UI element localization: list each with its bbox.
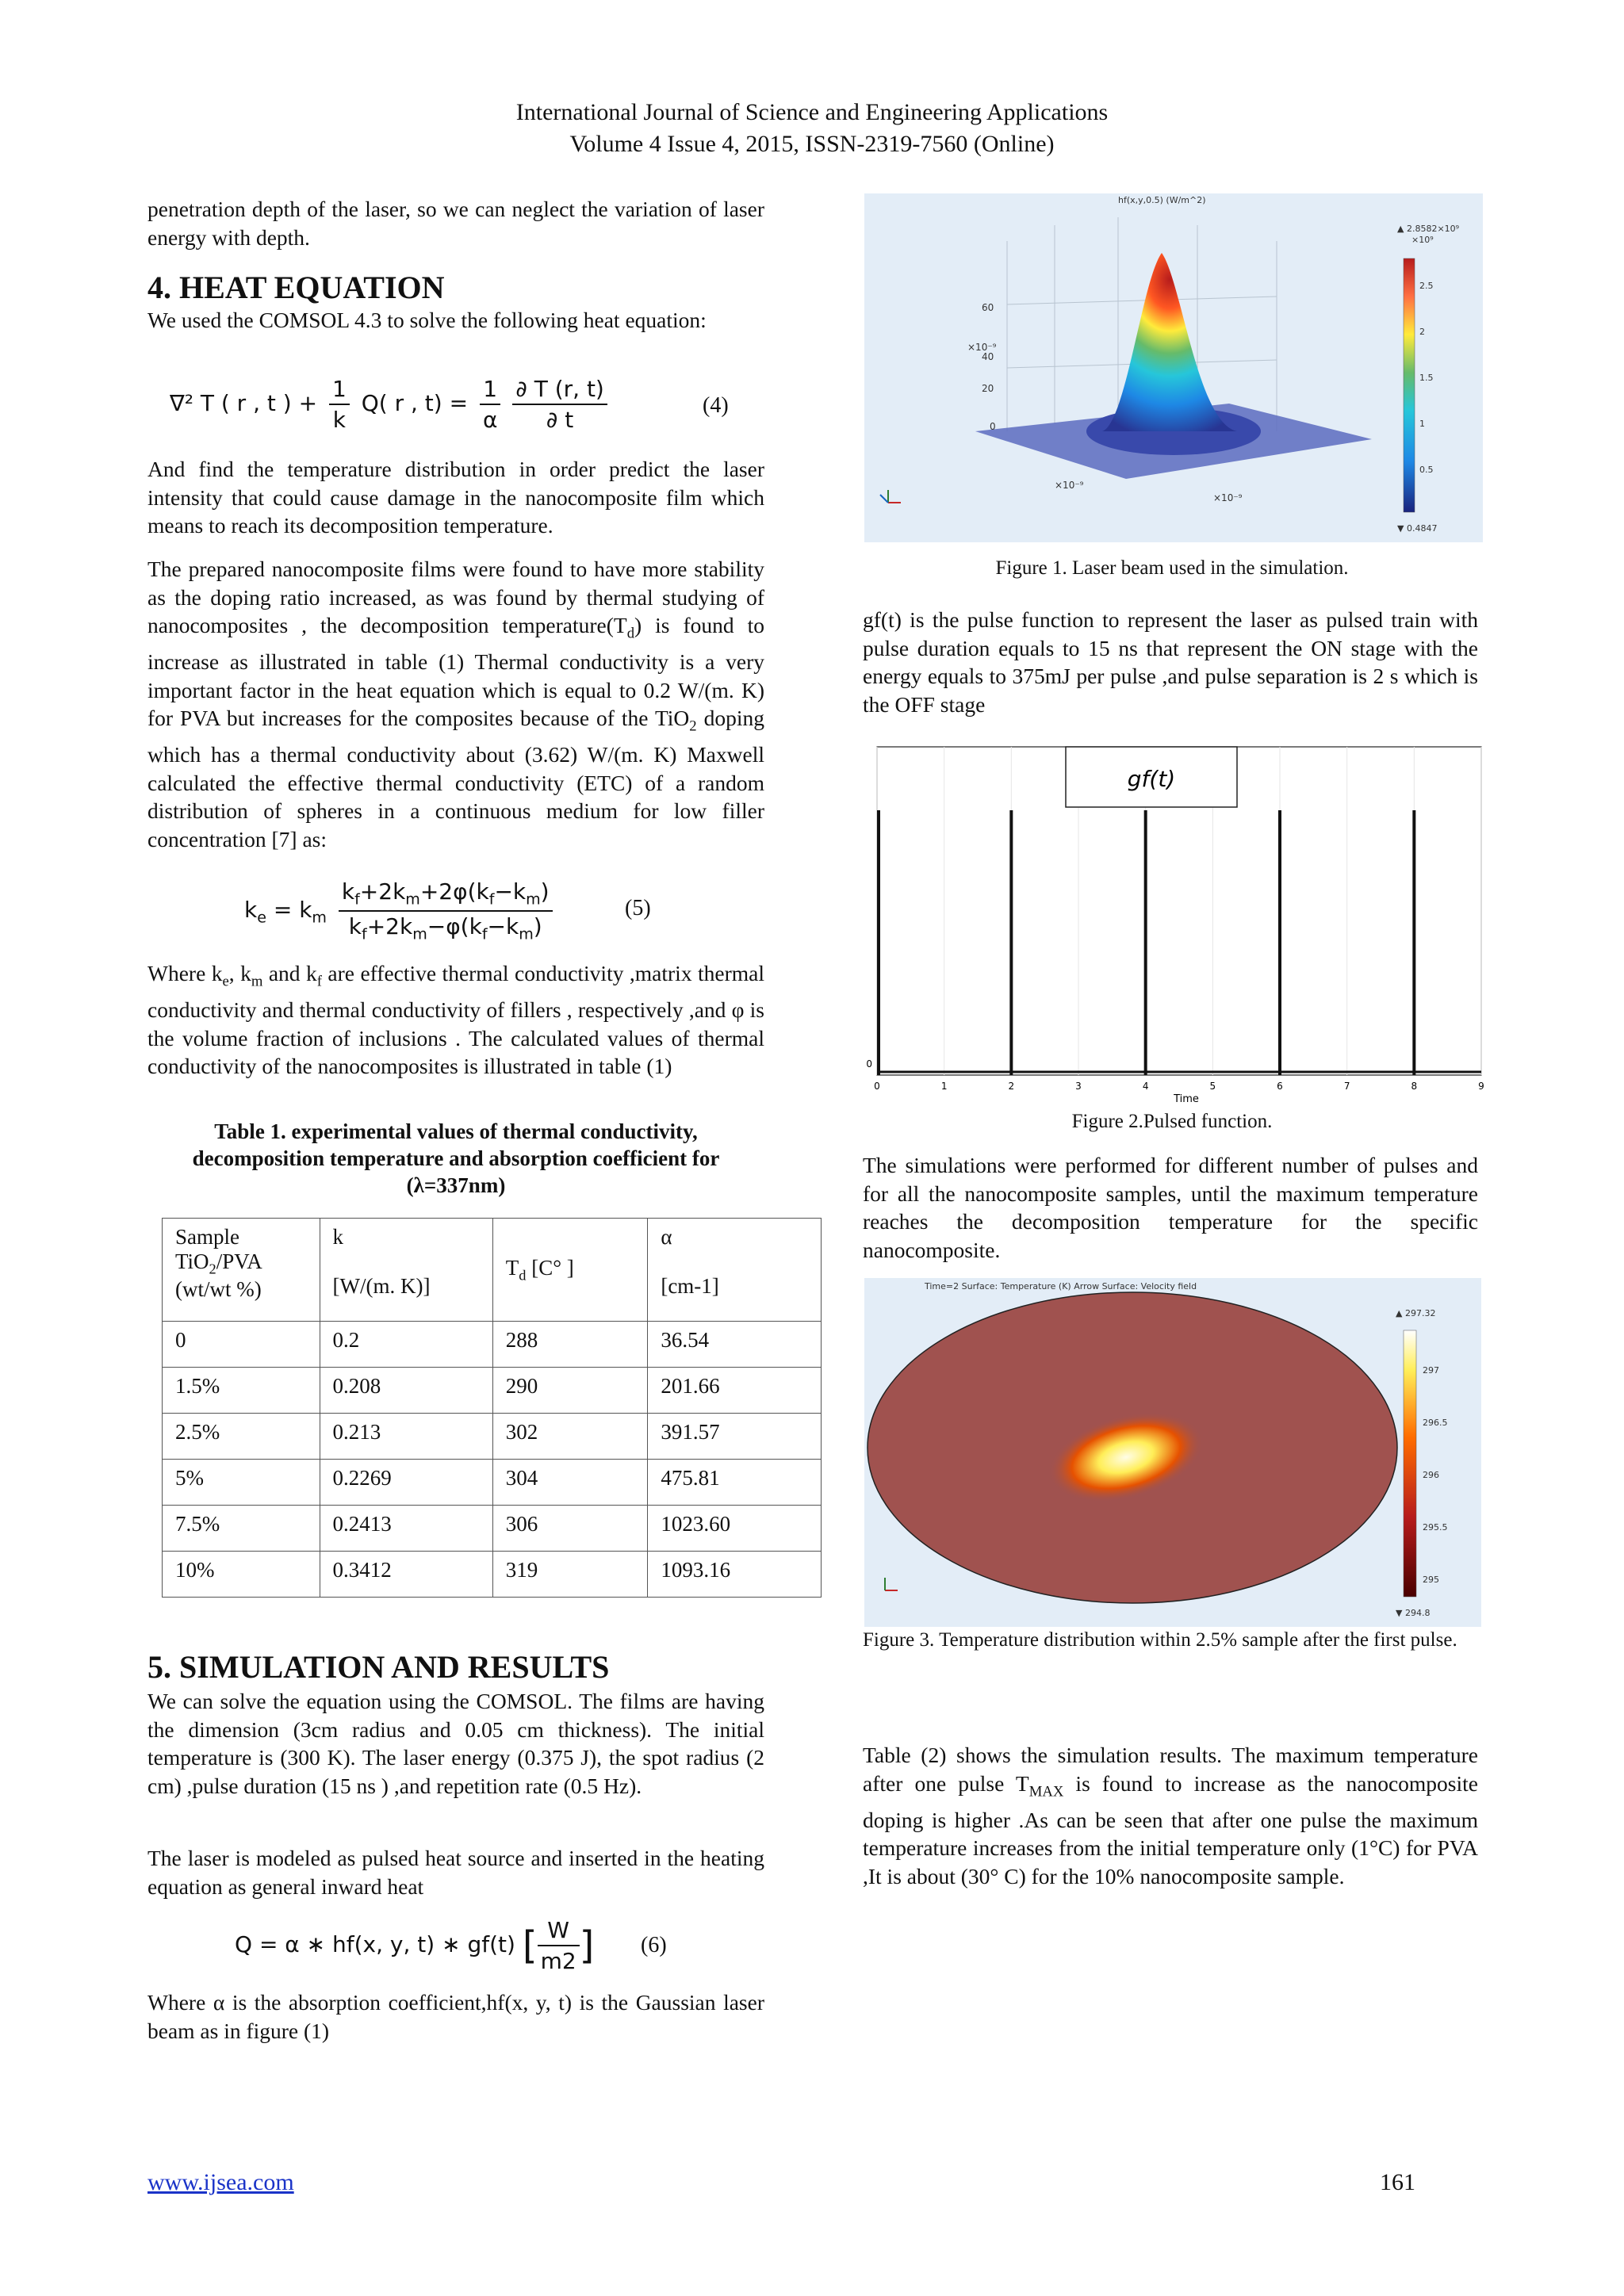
- table-cell: 0.2413: [320, 1506, 492, 1552]
- eq5-number: (5): [625, 896, 651, 920]
- table-cell: 306: [492, 1506, 648, 1552]
- figure-3-caption: Figure 3. Temperature distribution within 2.5% sample after the first pulse.: [863, 1629, 1457, 1651]
- eq4-number: (4): [703, 393, 729, 418]
- fig2-x-tick-label: 4: [1142, 1081, 1149, 1092]
- fig3-title: Time=2 Surface: Temperature (K) Arrow Surface: Velocity field: [925, 1281, 1197, 1292]
- fig1-colorbar: [1404, 258, 1415, 512]
- table-row: [163, 1368, 822, 1414]
- table-cell: 201.66: [648, 1368, 822, 1414]
- table-cell: 0: [163, 1322, 320, 1368]
- table-cell: 7.5%: [163, 1506, 320, 1552]
- table-cell: 319: [492, 1552, 648, 1598]
- eq4-mid: Q( r , t) =: [361, 390, 469, 416]
- header-sample: Sample TiO$_2$/PVA (wt/wt %): [163, 1219, 320, 1322]
- fig2-x-tick-label: 3: [1075, 1081, 1082, 1092]
- fig2-x-tick-label: 8: [1411, 1081, 1418, 1092]
- table-cell: 475.81: [648, 1460, 822, 1506]
- journal-title: International Journal of Science and Engineering Applications: [515, 99, 1109, 125]
- s4-paragraph-4: Where $k_e$, $k_m$ and $k_f$ are effective thermal conductivity ,matrix thermal conductivity and thermal conductivity of fillers , respectively ,and φ is the volume fraction of inclusions . The calculated values of thermal conductivity of the nanocomposites is illustrated in table (1): [147, 961, 765, 1078]
- intro-paragraph: penetration depth of the laser, so we can neglect the variation of laser energy with depth.: [147, 197, 764, 250]
- table-cell: 302: [492, 1414, 648, 1460]
- fig2-x-tick-label: 6: [1277, 1081, 1283, 1092]
- svg-text:▲ 297.32: ▲ 297.32: [1396, 1308, 1436, 1318]
- simulation-paragraph: The simulations were performed for different number of pulses and for all the nanocomposite samples, until the maximum temperature reaches the decomposition temperature for the specific nanocomposite.: [863, 1153, 1478, 1262]
- eq4-lhs: ∇² T ( r , t ) +: [170, 390, 318, 416]
- table-cell: 304: [492, 1460, 648, 1506]
- figure-1: [864, 193, 1483, 542]
- eq5-frac: $\frac{k_f+2k_m+2\varphi(k_f-k_m)}{k_f+2k_m-\varphi(k_f-k_m)}$: [339, 878, 553, 943]
- svg-text:295: 295: [1423, 1575, 1439, 1585]
- header-td: $T_d$ [C° ]: [492, 1219, 648, 1322]
- svg-text:▼ 294.8: ▼ 294.8: [1396, 1608, 1431, 1618]
- footer-link[interactable]: www.ijsea.com: [147, 2169, 294, 2195]
- table-1: [162, 1218, 822, 1598]
- svg-text:2: 2: [1419, 327, 1425, 337]
- fig2-x-tick-label: 0: [874, 1081, 880, 1092]
- s4-paragraph-3: The prepared nanocomposite films were found to have more stability as the doping ratio increased, as was found by thermal studying of nanocomposites , the decomposition $temperature(T_d)$ is found to increase as illustrated in table (1) Thermal conductivity is a very important factor in the heat equation which is equal to 0.2 W/(m. K) for PVA but increases for the composites because of the TiO$_2$ doping which has a thermal conductivity about (3.62) W/(m. K) Maxwell calculated the effective thermal conductivity (ETC) of a random distribution of spheres in a continuous medium for low filler concentration [7] as:: [147, 557, 764, 851]
- equation-6: Q = α ∗ hf(x, y, t) ∗ gf(t) [ $\frac{W}{m2}$ ] (6): [235, 1917, 667, 1974]
- s4-paragraph-1: We used the COMSOL 4.3 to solve the following heat equation:: [147, 308, 707, 332]
- header-alpha: α [cm-1]: [648, 1219, 822, 1322]
- table-cell: 391.57: [648, 1414, 822, 1460]
- table-row: [163, 1506, 822, 1552]
- svg-text:296.5: 296.5: [1423, 1418, 1448, 1428]
- svg-text:×10⁻⁹: ×10⁻⁹: [967, 342, 997, 353]
- fig2-xlabel: Time: [1174, 1093, 1199, 1105]
- svg-text:60: 60: [982, 302, 994, 313]
- eq6-text: Q = α ∗ hf(x, y, t) ∗ gf(t): [235, 1931, 515, 1957]
- figure-2-caption: Figure 2.Pulsed function.: [1071, 1111, 1273, 1132]
- gf-paragraph: gf(t) is the pulse function to represent the laser as pulsed train with pulse duration equals to 15 ns that represent the ON stage with the energy equals to 375mJ per pulse ,and pulse separation is 2 s which is the OFF stage: [863, 607, 1478, 717]
- svg-text:×10⁻⁹: ×10⁻⁹: [1055, 480, 1084, 491]
- s4-paragraph-2: And find the temperature distribution in order predict the laser intensity that could cause damage in the nanocomposite film which means to reach its decomposition temperature.: [147, 457, 764, 538]
- fig2-x-tick-label: 1: [940, 1081, 948, 1092]
- s5-paragraph-3: Where α is the absorption coefficient,hf(x, y, t) is the Gaussian laser beam as in figure (1): [147, 1990, 764, 2043]
- table-cell: 1023.60: [648, 1506, 822, 1552]
- eq4-frac-1: $\frac{1}{k}$: [329, 376, 350, 433]
- table-cell: 0.3412: [320, 1552, 492, 1598]
- fig2-legend-text: gf(t): [1127, 766, 1176, 792]
- svg-text:295.5: 295.5: [1423, 1522, 1448, 1533]
- table-row: [163, 1414, 822, 1460]
- table-cell: 288: [492, 1322, 648, 1368]
- table-cell: 290: [492, 1368, 648, 1414]
- equation-5: [244, 878, 720, 950]
- svg-text:297: 297: [1423, 1365, 1439, 1376]
- s5-paragraph-1: We can solve the equation using the COMSOL. The films are having the dimension (3cm radius and 0.05 cm thickness). The initial temperature is (300 K). The laser energy (0.375 J), the spot radius (2 cm) ,pulse duration (15 ns ) ,and repetition rate (0.5 Hz).: [147, 1689, 764, 1798]
- svg-text:1.5: 1.5: [1419, 373, 1434, 383]
- table-cell: 2.5%: [163, 1414, 320, 1460]
- header-k: k [W/(m. K)]: [320, 1219, 492, 1322]
- table-1-caption: Table 1. experimental values of thermal conductivity, decomposition temperature and absorption coefficient for (λ=337nm): [192, 1119, 720, 1197]
- fig2-x-tick-label: 7: [1343, 1081, 1350, 1092]
- fig1-title: hf(x,y,0.5) (W/m^2): [1118, 195, 1206, 205]
- svg-text:0.5: 0.5: [1419, 465, 1434, 475]
- table-cell: 36.54: [648, 1322, 822, 1368]
- table-row: [163, 1322, 822, 1368]
- table-cell: 0.2: [320, 1322, 492, 1368]
- s5-paragraph-2: The laser is modeled as pulsed heat source and inserted in the heating equation as general inward heat: [147, 1846, 764, 1899]
- figure-2-chart: [863, 744, 1497, 1108]
- table-cell: 1.5%: [163, 1368, 320, 1414]
- fig2-x-tick-label: 5: [1209, 1081, 1216, 1092]
- table-cell: 10%: [163, 1552, 320, 1598]
- table-row: [163, 1552, 822, 1598]
- journal-volume: Volume 4 Issue 4, 2015, ISSN-2319-7560 (Online): [569, 131, 1055, 157]
- section-4-heading: 4. HEAT EQUATION: [147, 270, 445, 305]
- fig2-x-tick-label: 9: [1478, 1081, 1484, 1092]
- table-2-paragraph: Table (2) shows the simulation results. The maximum temperature after one pulse $T_{MAX}$ is found to increase as the nanocomposite doping is higher .As can be seen that after one pulse the maximum temperature increases from the initial temperature only (1°C) for PVA ,It is about (30° C) for the 10% nanocomposite sample.: [863, 1743, 1478, 1888]
- table-cell: 0.208: [320, 1368, 492, 1414]
- page-number: 161: [1380, 2169, 1415, 2195]
- table-cell: 0.2269: [320, 1460, 492, 1506]
- equation-4: [170, 376, 764, 447]
- figure-1-caption: Figure 1. Laser beam used in the simulation.: [995, 557, 1349, 579]
- eq4-frac-3: $\frac{\partial T (r, t)}{\partial t}$: [512, 376, 607, 433]
- section-5-heading: 5. SIMULATION AND RESULTS: [147, 1649, 610, 1685]
- table-cell: 5%: [163, 1460, 320, 1506]
- fig2-x-tick-label: 2: [1008, 1081, 1015, 1092]
- fig2-y-tick-label: 0: [866, 1058, 872, 1070]
- svg-text:×10⁻⁹: ×10⁻⁹: [1213, 492, 1243, 503]
- fig3-colorbar: [1404, 1330, 1416, 1597]
- table-header-row: [163, 1219, 822, 1322]
- eq6-number: (6): [641, 1933, 667, 1957]
- table-row: [163, 1460, 822, 1506]
- svg-text:×10⁹: ×10⁹: [1411, 235, 1434, 245]
- eq6-unit: $\frac{W}{m2}$: [538, 1917, 580, 1974]
- svg-text:▼ 0.4847: ▼ 0.4847: [1397, 523, 1438, 534]
- table-cell: 0.213: [320, 1414, 492, 1460]
- figure-3: [864, 1278, 1481, 1627]
- table-cell: 1093.16: [648, 1552, 822, 1598]
- svg-text:2.5: 2.5: [1419, 281, 1434, 291]
- eq4-frac-2: $\frac{1}{\alpha}$: [480, 376, 500, 433]
- svg-text:1: 1: [1419, 419, 1425, 429]
- svg-text:▲ 2.8582×10⁹: ▲ 2.8582×10⁹: [1397, 224, 1460, 234]
- svg-text:0: 0: [990, 421, 996, 432]
- svg-text:20: 20: [982, 383, 994, 394]
- svg-text:296: 296: [1423, 1470, 1439, 1480]
- svg-text:40: 40: [982, 351, 994, 362]
- eq5-lhs: $k_e = k_m$: [244, 896, 327, 927]
